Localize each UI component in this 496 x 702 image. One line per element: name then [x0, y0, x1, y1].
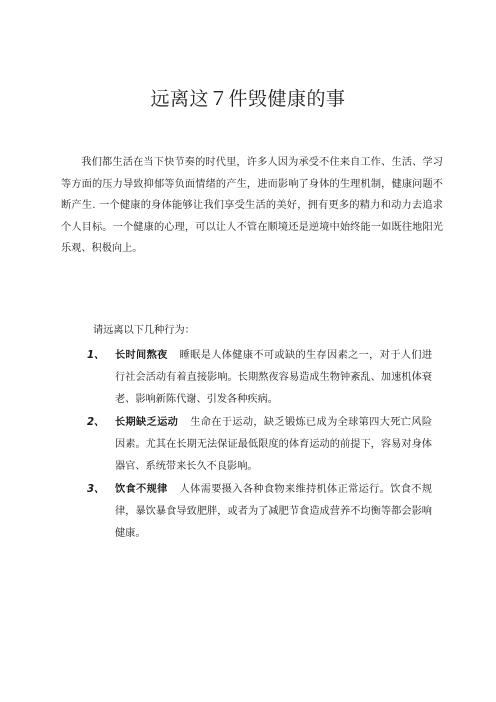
item-number: 2、: [87, 417, 105, 428]
list-item: [87, 479, 432, 545]
list-item: [87, 345, 432, 411]
item-text: 睡眠是人体健康不可或缺的生存因素之一，对于人们进行社会活动有着直接影响。长期熬夜容易造成生物钟紊乱、加速机体衰老、影响新陈代谢、引发各种疾病。: [115, 350, 433, 405]
item-text: 人体需要摄入各种食物来维持机体正常运行。饮食不规律，暴饮暴食导致肥胖，或者为了减肥节食造成营养不均衡等都会影响健康。: [115, 484, 433, 539]
intro-paragraph: 我们都生活在当下快节奏的时代里，许多人因为承受不住来自工作、生活、学习等方面的压力导致抑郁等负面情绪的产生，进而影响了身体的生理机制，健康问题不断产生. 一个健康的身体能够让我们享受生活的美好，拥有更多的精力和动力去追求个人目标。一个健康的心理，可以让人不管在顺境还是逆境中始终能一如既往地阳光乐观、积极向上。: [61, 157, 443, 255]
behavior-list: [87, 345, 432, 546]
item-heading: 长时间熬夜: [115, 350, 168, 361]
lead-sentence: 请远离以下几种行为：: [93, 325, 195, 336]
document-title: 远离这７件毁健康的事: [150, 88, 346, 110]
item-text: 生命在于运动，缺乏锻炼已成为全球第四大死亡风险因素。尤其在长期无法保证最低限度的体育运动的前提下，容易对身体器官、系统带来长久不良影响。: [115, 417, 433, 472]
item-heading: 饮食不规律: [115, 484, 168, 495]
item-heading: 长期缺乏运动: [115, 417, 179, 428]
item-number: 1、: [87, 350, 105, 361]
item-number: 3、: [87, 484, 105, 495]
list-item: [87, 412, 432, 478]
